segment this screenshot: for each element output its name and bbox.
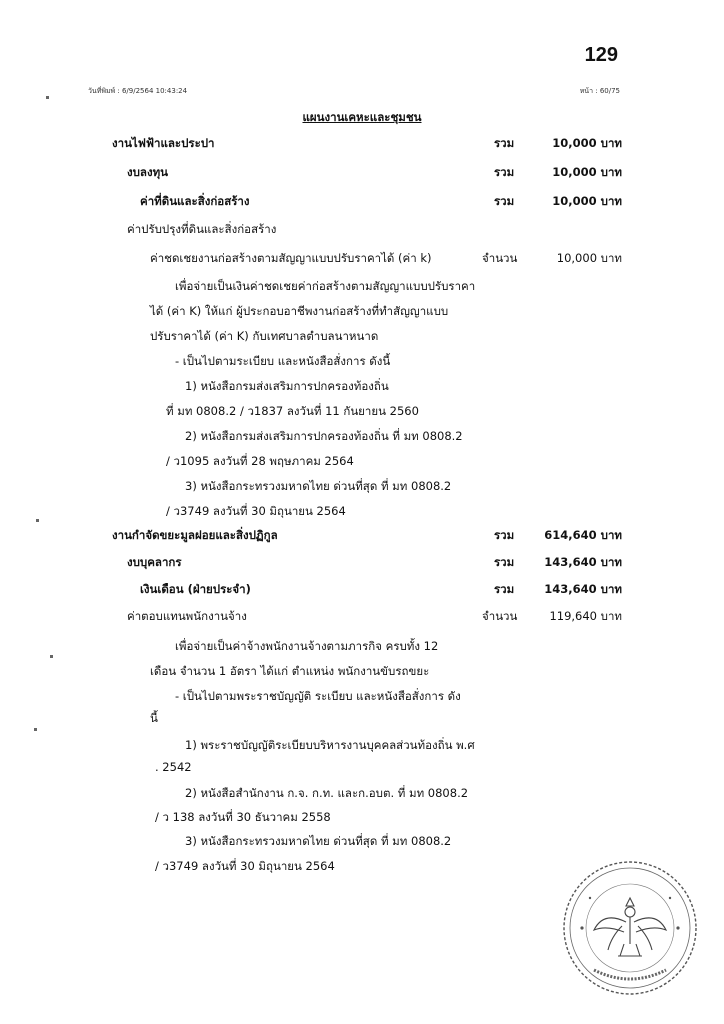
budget-row — [0, 554, 724, 572]
row-unit: รวม — [494, 194, 515, 208]
budget-row — [0, 164, 724, 182]
description-line: 1) พระราชบัญญัติระเบียบบริหารงานบุคคลส่วนท้องถิ่น พ.ศ — [185, 738, 475, 752]
row-amount: 10,000 บาท — [552, 165, 622, 179]
description-line: ปรับราคาได้ (ค่า K) กับเทศบาลตำบลนาหนาด — [150, 329, 379, 343]
budget-row — [0, 527, 724, 545]
page-number: 129 — [584, 44, 618, 66]
description-line: 3) หนังสือกระทรวงมหาดไทย ด่วนที่สุด ที่ มท 0808.2 — [185, 834, 452, 848]
description-line: / ว1095 ลงวันที่ 28 พฤษภาคม 2564 — [166, 454, 354, 468]
description-line: - เป็นไปตามระเบียบ และหนังสือสั่งการ ดังนี้ — [175, 354, 391, 368]
description-line: / ว3749 ลงวันที่ 30 มิถุนายน 2564 — [155, 859, 335, 873]
description-line: / ว3749 ลงวันที่ 30 มิถุนายน 2564 — [166, 504, 346, 518]
description-line: เพื่อจ่ายเป็นค่าจ้างพนักงานจ้างตามภารกิจ ครบทั้ง 12 — [175, 639, 439, 653]
description-line: 1) หนังสือกรมส่งเสริมการปกครองท้องถิ่น — [185, 379, 389, 393]
scan-speck — [46, 96, 49, 99]
row-amount: 119,640 บาท — [549, 609, 622, 623]
description-line: นี้ — [150, 711, 158, 725]
description-line: เพื่อจ่ายเป็นเงินค่าชดเชยค่าก่อสร้างตามสัญญาแบบปรับราคา — [175, 279, 476, 293]
row-label: งบบุคลากร — [127, 555, 182, 569]
print-date: วันที่พิมพ์ : 6/9/2564 10:43:24 — [88, 87, 188, 95]
budget-row — [0, 581, 724, 599]
budget-row — [0, 608, 724, 626]
row-unit: รวม — [494, 165, 515, 179]
description-line: - เป็นไปตามพระราชบัญญัติ ระเบียบ และหนังสือสั่งการ ดัง — [175, 689, 461, 703]
row-amount: 10,000 บาท — [552, 194, 622, 208]
row-unit: รวม — [494, 582, 515, 596]
row-label: งานกำจัดขยะมูลฝอยและสิ่งปฏิกูล — [112, 528, 278, 542]
row-unit: รวม — [494, 555, 515, 569]
scan-speck — [36, 519, 39, 522]
row-unit: จำนวน — [482, 609, 518, 623]
description-line: ได้ (ค่า K) ให้แก่ ผู้ประกอบอาชีพงานก่อสร้างที่ทำสัญญาแบบ — [150, 304, 449, 318]
row-amount: 143,640 บาท — [544, 582, 622, 596]
budget-row — [0, 193, 724, 211]
budget-row — [0, 135, 724, 153]
page-of: หน้า : 60/75 — [579, 87, 620, 95]
row-amount: 10,000 บาท — [556, 251, 622, 265]
row-label: ค่าที่ดินและสิ่งก่อสร้าง — [140, 194, 250, 208]
description-line: 2) หนังสือสำนักงาน ก.จ. ก.ท. และก.อบต. ที่ มท 0808.2 — [185, 786, 469, 800]
scan-speck — [34, 728, 37, 731]
budget-row — [0, 221, 724, 239]
plan-title: แผนงานเคหะและชุมชน — [302, 110, 422, 124]
budget-row — [0, 250, 724, 268]
row-amount: 143,640 บาท — [544, 555, 622, 569]
row-label: งบลงทุน — [127, 165, 169, 179]
row-unit: จำนวน — [482, 251, 518, 265]
row-unit: รวม — [494, 136, 515, 150]
description-line: เดือน จำนวน 1 อัตรา ได้แก่ ตำแหน่ง พนักงานขับรถขยะ — [150, 664, 430, 678]
row-label: งานไฟฟ้าและประปา — [112, 136, 215, 150]
row-unit: รวม — [494, 528, 515, 542]
description-line: / ว 138 ลงวันที่ 30 ธันวาคม 2558 — [155, 810, 331, 824]
row-label: เงินเดือน (ฝ่ายประจำ) — [140, 582, 251, 596]
row-amount: 614,640 บาท — [544, 528, 622, 542]
row-label: ค่าตอบแทนพนักงานจ้าง — [127, 609, 247, 623]
row-label: ค่าชดเชยงานก่อสร้างตามสัญญาแบบปรับราคาได้ (ค่า k) — [150, 251, 432, 265]
description-line: ที่ มท 0808.2 / ว1837 ลงวันที่ 11 กันยายน 2560 — [166, 404, 419, 418]
row-label: ค่าปรับปรุงที่ดินและสิ่งก่อสร้าง — [127, 222, 277, 236]
row-amount: 10,000 บาท — [552, 136, 622, 150]
description-line: . 2542 — [155, 760, 192, 774]
description-line: 3) หนังสือกระทรวงมหาดไทย ด่วนที่สุด ที่ มท 0808.2 — [185, 479, 452, 493]
scan-speck — [50, 655, 53, 658]
official-seal-stamp — [560, 858, 700, 998]
description-line: 2) หนังสือกรมส่งเสริมการปกครองท้องถิ่น ที่ มท 0808.2 — [185, 429, 463, 443]
